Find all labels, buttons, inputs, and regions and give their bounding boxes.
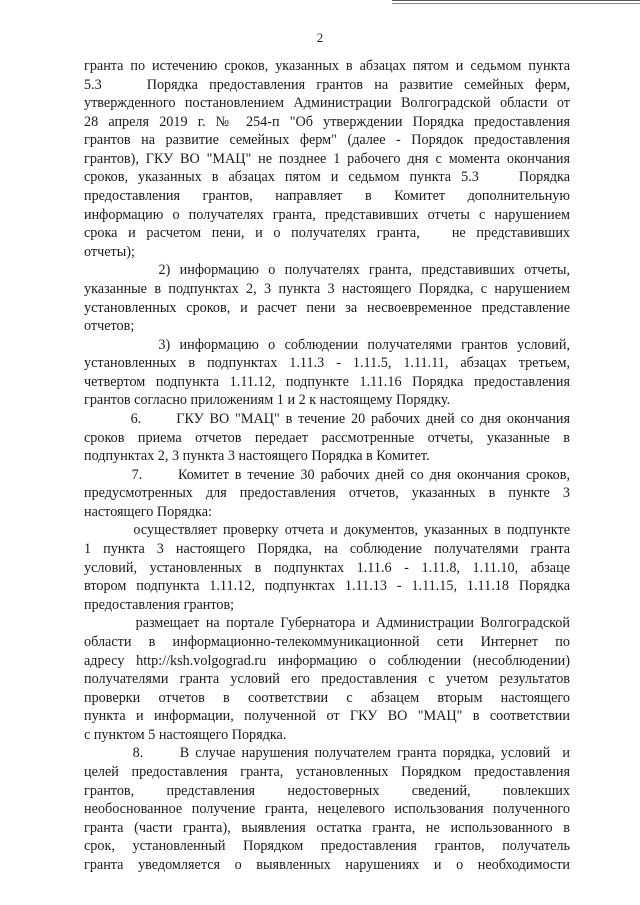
text-line: грантов, представления недостоверных сведений, повлекших bbox=[84, 782, 570, 799]
text-line: предоставления грантов; bbox=[84, 596, 235, 613]
text-line: установленных сроков, и расчет пени за несвоевременное представление bbox=[84, 299, 570, 316]
text-line: срока и расчетом пени, и о получателях гранта, не представивших bbox=[84, 225, 570, 242]
text-line: грантов на развитие семейных ферм" (далее - Порядок предоставления bbox=[84, 132, 570, 149]
text-line: проверки отчетов в соответствии с абзацем вторым настоящего bbox=[84, 689, 570, 706]
text-line: предусмотренных для предоставления отчетов, указанных в пункте 3 bbox=[84, 485, 570, 502]
text-line: 1 пункта 3 настоящего Порядка, на соблюдение получателями гранта bbox=[84, 541, 570, 558]
text-line: сроков, указанных в абзацах пятом и седьмом пункта 5.3 Порядка bbox=[84, 169, 570, 186]
text-line: 3) информацию о соблюдении получателями грантов условий, bbox=[84, 336, 570, 353]
text-line: четвертом подпункта 1.11.12, подпункте 1.11.16 Порядка предоставления bbox=[84, 373, 570, 390]
text-line: условий, установленных в подпунктах 1.11.6 - 1.11.8, 1.11.10, абзаце bbox=[84, 559, 570, 576]
text-line: подпунктах 2, 3 пункта 3 настоящего Порядка в Комитет. bbox=[84, 448, 430, 465]
text-line: 2) информацию о получателях гранта, представивших отчеты, bbox=[84, 262, 570, 279]
page-number: 2 bbox=[316, 30, 324, 45]
text-line: 5.3 Порядка предоставления грантов на развитие семейных ферм, bbox=[84, 76, 570, 93]
text-line: 6. ГКУ ВО "МАЦ" в течение 20 рабочих дней со дня окончания bbox=[84, 410, 570, 427]
text-line: осуществляет проверку отчета и документов, указанных в подпункте bbox=[84, 522, 570, 539]
text-line: отчетов; bbox=[84, 318, 135, 335]
text-line: получателями гранта условий его предоставления с учетом результатов bbox=[84, 671, 570, 688]
text-line: размещает на портале Губернатора и Администрации Волгоградской bbox=[84, 615, 570, 632]
text-line: 7. Комитет в течение 30 рабочих дней со дня окончания сроков, bbox=[84, 466, 570, 483]
text-line: 28 апреля 2019 г. № 254-п "Об утверждении Порядка предоставления bbox=[84, 113, 570, 130]
text-line: гранта уведомляется о выявленных нарушениях и о необходимости bbox=[84, 856, 570, 873]
text-line: необоснованное получение гранта, нецелевого использования полученного bbox=[84, 801, 570, 818]
text-line: грантов согласно приложениям 1 и 2 к настоящему Порядку. bbox=[84, 392, 451, 409]
text-line: срок, установленный Порядком предоставления грантов, получатель bbox=[84, 838, 570, 855]
text-line: утвержденного постановлением Администрации Волгоградской области от bbox=[84, 95, 570, 112]
text-line: пункта и информации, полученной от ГКУ ВО "МАЦ" в соответствии bbox=[84, 708, 570, 725]
text-line: отчеты); bbox=[84, 243, 135, 260]
text-line: указанные в подпунктах 2, 3 пункта 3 настоящего Порядка, с нарушением bbox=[84, 280, 570, 297]
text-line: 8. В случае нарушения получателем гранта порядка, условий и bbox=[84, 745, 570, 762]
text-line: настоящего Порядка: bbox=[84, 503, 212, 520]
text-line: предоставления грантов, направляет в Комитет дополнительную bbox=[84, 188, 570, 205]
text-line: втором подпункта 1.11.12, подпунктах 1.11.13 - 1.11.15, 1.11.18 Порядка bbox=[84, 578, 570, 595]
text-line: области в информационно-телекоммуникационной сети Интернет по bbox=[84, 633, 570, 650]
top-rule bbox=[392, 0, 640, 4]
text-line: с пунктом 5 настоящего Порядка. bbox=[84, 726, 287, 743]
text-line: целей предоставления гранта, установленных Порядком предоставления bbox=[84, 763, 570, 780]
text-line: адресу http://ksh.volgograd.ru информацию о соблюдении (несоблюдении) bbox=[84, 652, 570, 669]
text-line: информацию о получателях гранта, представивших отчеты с нарушением bbox=[84, 206, 570, 223]
text-line: гранта по истечению сроков, указанных в абзацах пятом и седьмом пункта bbox=[84, 58, 570, 74]
text-line: сроков приема отчетов передает рассмотренные отчеты, указанные в bbox=[84, 429, 570, 446]
text-line: грантов), ГКУ ВО "МАЦ" не позднее 1 рабочего дня с момента окончания bbox=[84, 150, 570, 167]
text-line: установленных в подпунктах 1.11.3 - 1.11.5, 1.11.11, абзацах третьем, bbox=[84, 355, 570, 372]
text-line: гранта (части гранта), выявления остатка гранта, не использованного в bbox=[84, 819, 570, 836]
body-text bbox=[84, 57, 570, 874]
